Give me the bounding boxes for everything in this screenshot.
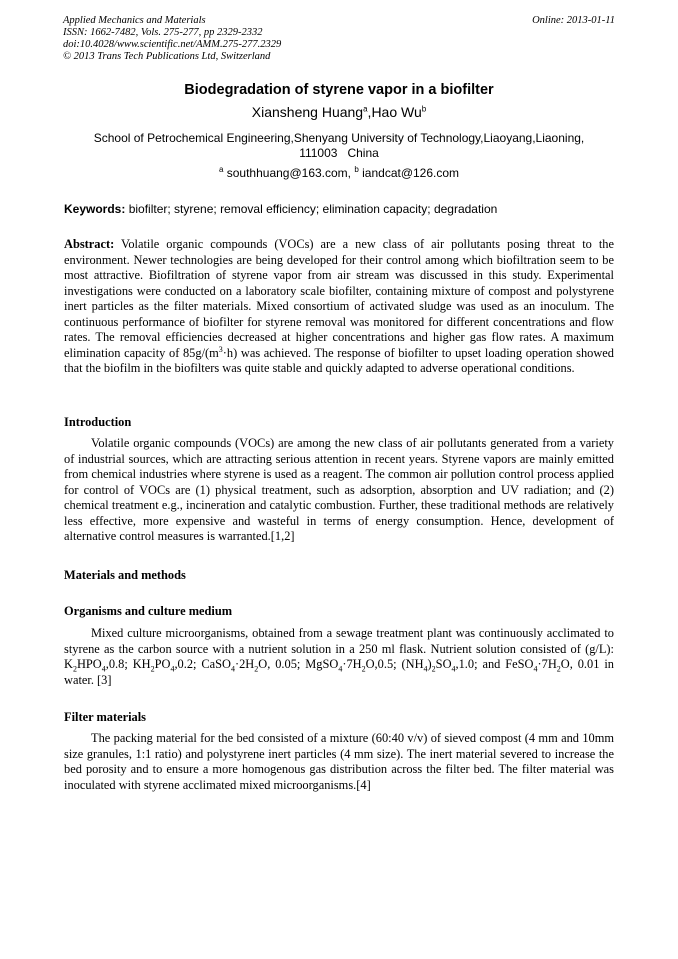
introduction-paragraph: Volatile organic compounds (VOCs) are among the new class of air pollutants generated from a variety of industrial sources, which are attracting serious attention in recent years. Styrene vapors are mainly emitted from chemical industries where styrene is used as a reagent. The common air pollution control process applied for control of VOCs are (1) physical treatment, such as adsorption, absorption and UV radiation; and (2) chemical treatment e.g., incineration and catalytic combustion. Further, these traditional methods are relatively less effective, more expensive and wasteful in terms of energy consumption. Hence, development of alternative control measures is warranted.[1,2] [64,436,614,543]
author-name: Hao Wu [371,104,422,120]
abstract-text: Volatile organic compounds (VOCs) are a new class of air pollutants posing threat to the environment. Newer technologies are being developed for their control among which biofiltration seem to be most attractive. Biofiltration of styrene vapor from air stream was discussed in this study. Experimental investigations were conducted on a laboratory scale biofilter, containing mixture of compost and polystyrene inert particles as the filter materials. Mixed consortium of activated sludge was used as an inoculum. The continuous performance of biofilter for styrene removal was monitored for different concentrations and flow rates. The removal efficiencies decreased at higher concentrations and higher gas flow rates. A maximum elimination capacity of 85g/(m [64,237,614,360]
affiliation-line: 111003 China [299,146,379,160]
author-affil-mark: b [421,104,427,114]
journal-name: Applied Mechanics and Materials [63,15,206,26]
abstract-text: ·h) was achieved. The response of biofilter to upset loading operation showed that the biofilm in the biofilters was quite stable and quickly adapted to adverse operational conditions. [64,345,614,375]
author-affil-mark: a [363,104,368,114]
organisms-paragraph: Mixed culture microorganisms, obtained from a sewage treatment plant was continuously acclimated to styrene as the carbon source with a nutrient solution in a 250 ml flask. Nutrient solution consisted of (g/L): $K_2HPO_4,0.8$; $KH_2PO_4,0.2$; $CaSO_4\cdot 2H_2O$, 0.05; $MgSO_4\cdot 7H_2O,0.5$; $(NH_4)_2SO_4,1.0$; and $FeSO_4\cdot 7H_2O$, 0.01 in water. [3] [64,626,614,687]
journal-header [63,15,615,63]
superscript: 3 [218,344,223,354]
online-date: Online: 2013-01-11 [532,15,615,26]
subsection-heading-filter-materials: Filter materials [64,710,146,724]
subsection-heading-organisms: Organisms and culture medium [64,604,233,618]
keywords [64,202,614,216]
section-heading-introduction: Introduction [64,415,132,429]
affiliation [64,131,614,161]
filter-materials-paragraph: The packing material for the bed consisted of a mixture (60:40 v/v) of sieved compost (4 mm and 10mm size granules, 1:1 ratio) and polystyrene inert particles (4 mm size). The inert material severed to increase the bed porosity and to ensure a more homogenous gas distribution across the filter bed. The filter material was inoculated with styrene acclimated mixed microorganisms.[4] [64,731,614,792]
paper-title: Biodegradation of styrene vapor in a biofilter [184,82,494,98]
keywords-label: Keywords: [64,202,126,216]
email-address: southhuang@163.com, [223,166,355,180]
abstract [64,237,614,377]
doi-line: doi:10.4028/www.scientific.net/AMM.275-277.2329 [63,39,282,50]
author-separator: , [367,104,372,120]
email-address: iandcat@126.com [358,166,460,180]
email-line [40,166,638,180]
section-heading-materials-methods: Materials and methods [64,568,186,582]
author-line [40,104,638,120]
email-mark: b [354,165,359,174]
abstract-label: Abstract: [64,237,115,251]
author-name: Xiansheng Huang [251,104,364,120]
issn-line: ISSN: 1662-7482, Vols. 275-277, pp 2329-2332 [63,27,263,38]
affiliation-line: School of Petrochemical Engineering,Shenyang University of Technology,Liaoyang,Liaoning, [93,131,585,145]
keywords-text: biofilter; styrene; removal efficiency; elimination capacity; degradation [125,202,498,216]
email-mark: a [218,165,224,174]
copyright-line: © 2013 Trans Tech Publications Ltd, Switzerland [63,51,271,62]
